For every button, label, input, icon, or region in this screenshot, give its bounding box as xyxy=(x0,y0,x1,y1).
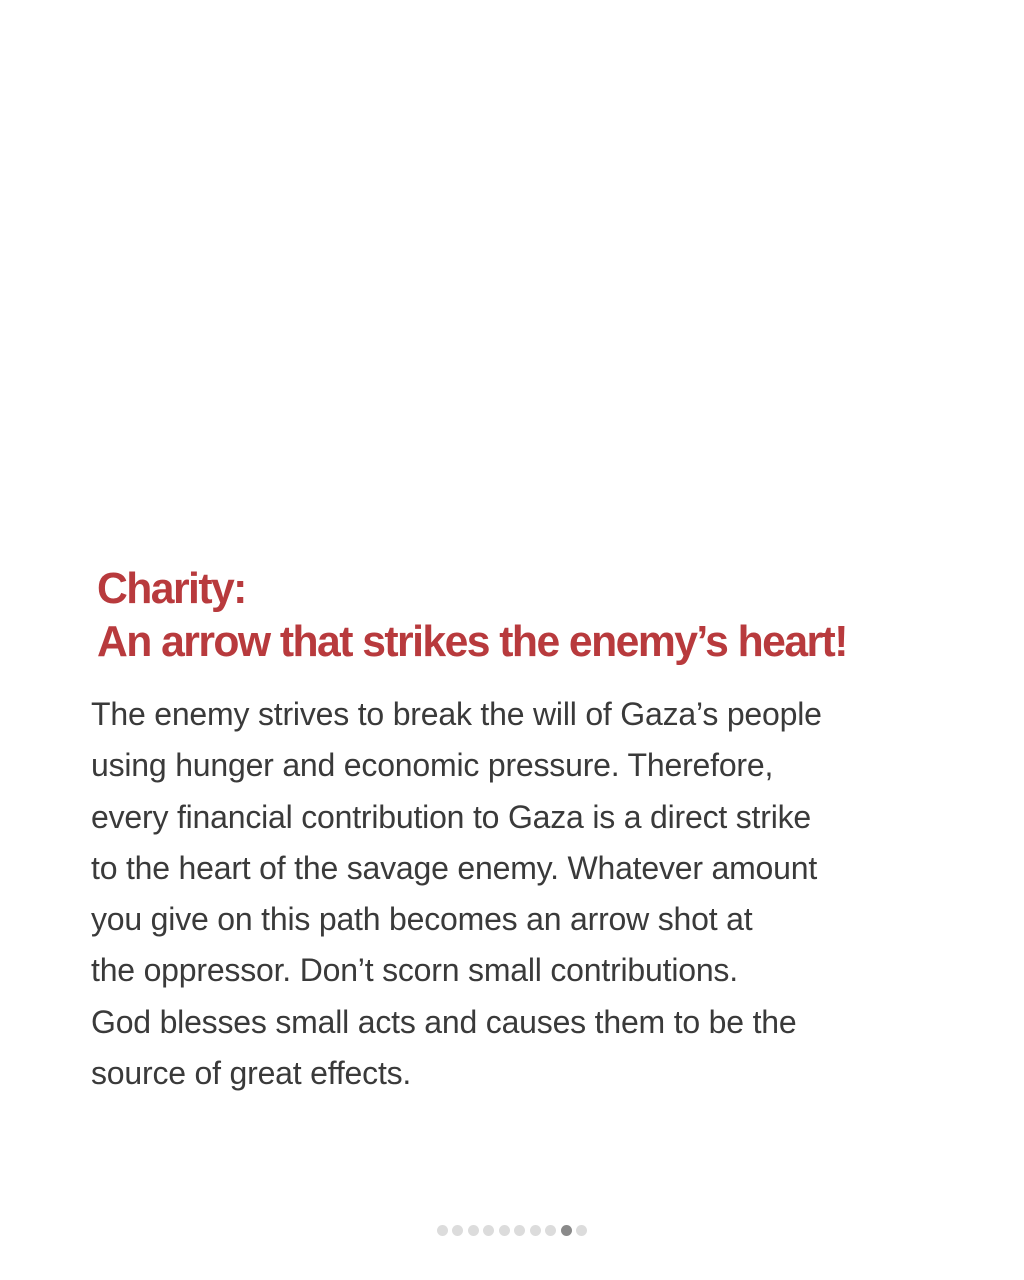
pagination-dot[interactable] xyxy=(437,1225,448,1236)
carousel-pagination xyxy=(0,1225,1024,1238)
pagination-dot-active[interactable] xyxy=(561,1225,572,1236)
body-line: The enemy strives to break the will of Gaza’s people xyxy=(91,696,822,732)
body-line: the oppressor. Don’t scorn small contributions. xyxy=(91,952,738,989)
pagination-dot[interactable] xyxy=(514,1225,525,1236)
body-line: source of great effects. xyxy=(91,1055,412,1092)
body-line: every financial contribution to Gaza is a direct strike xyxy=(91,798,812,835)
pagination-dot[interactable] xyxy=(483,1225,494,1236)
pagination-dot[interactable] xyxy=(499,1225,510,1236)
body-line: using hunger and economic pressure. Therefore, xyxy=(91,747,774,784)
body-line: you give on this path becomes an arrow shot at xyxy=(91,901,753,938)
body-line: God blesses small acts and causes them to be the xyxy=(91,1003,797,1040)
pagination-dot[interactable] xyxy=(452,1225,463,1236)
body-paragraph xyxy=(91,689,951,1099)
pagination-dot[interactable] xyxy=(576,1225,587,1236)
pagination-dot[interactable] xyxy=(468,1225,479,1236)
title-line: Charity: xyxy=(97,564,246,613)
pagination-dot[interactable] xyxy=(545,1225,556,1236)
subtitle-line: An arrow that strikes the enemy’s heart! xyxy=(97,617,847,666)
page-title xyxy=(97,562,970,668)
pagination-dot[interactable] xyxy=(530,1225,541,1236)
body-line: to the heart of the savage enemy. Whatever amount xyxy=(91,849,818,886)
